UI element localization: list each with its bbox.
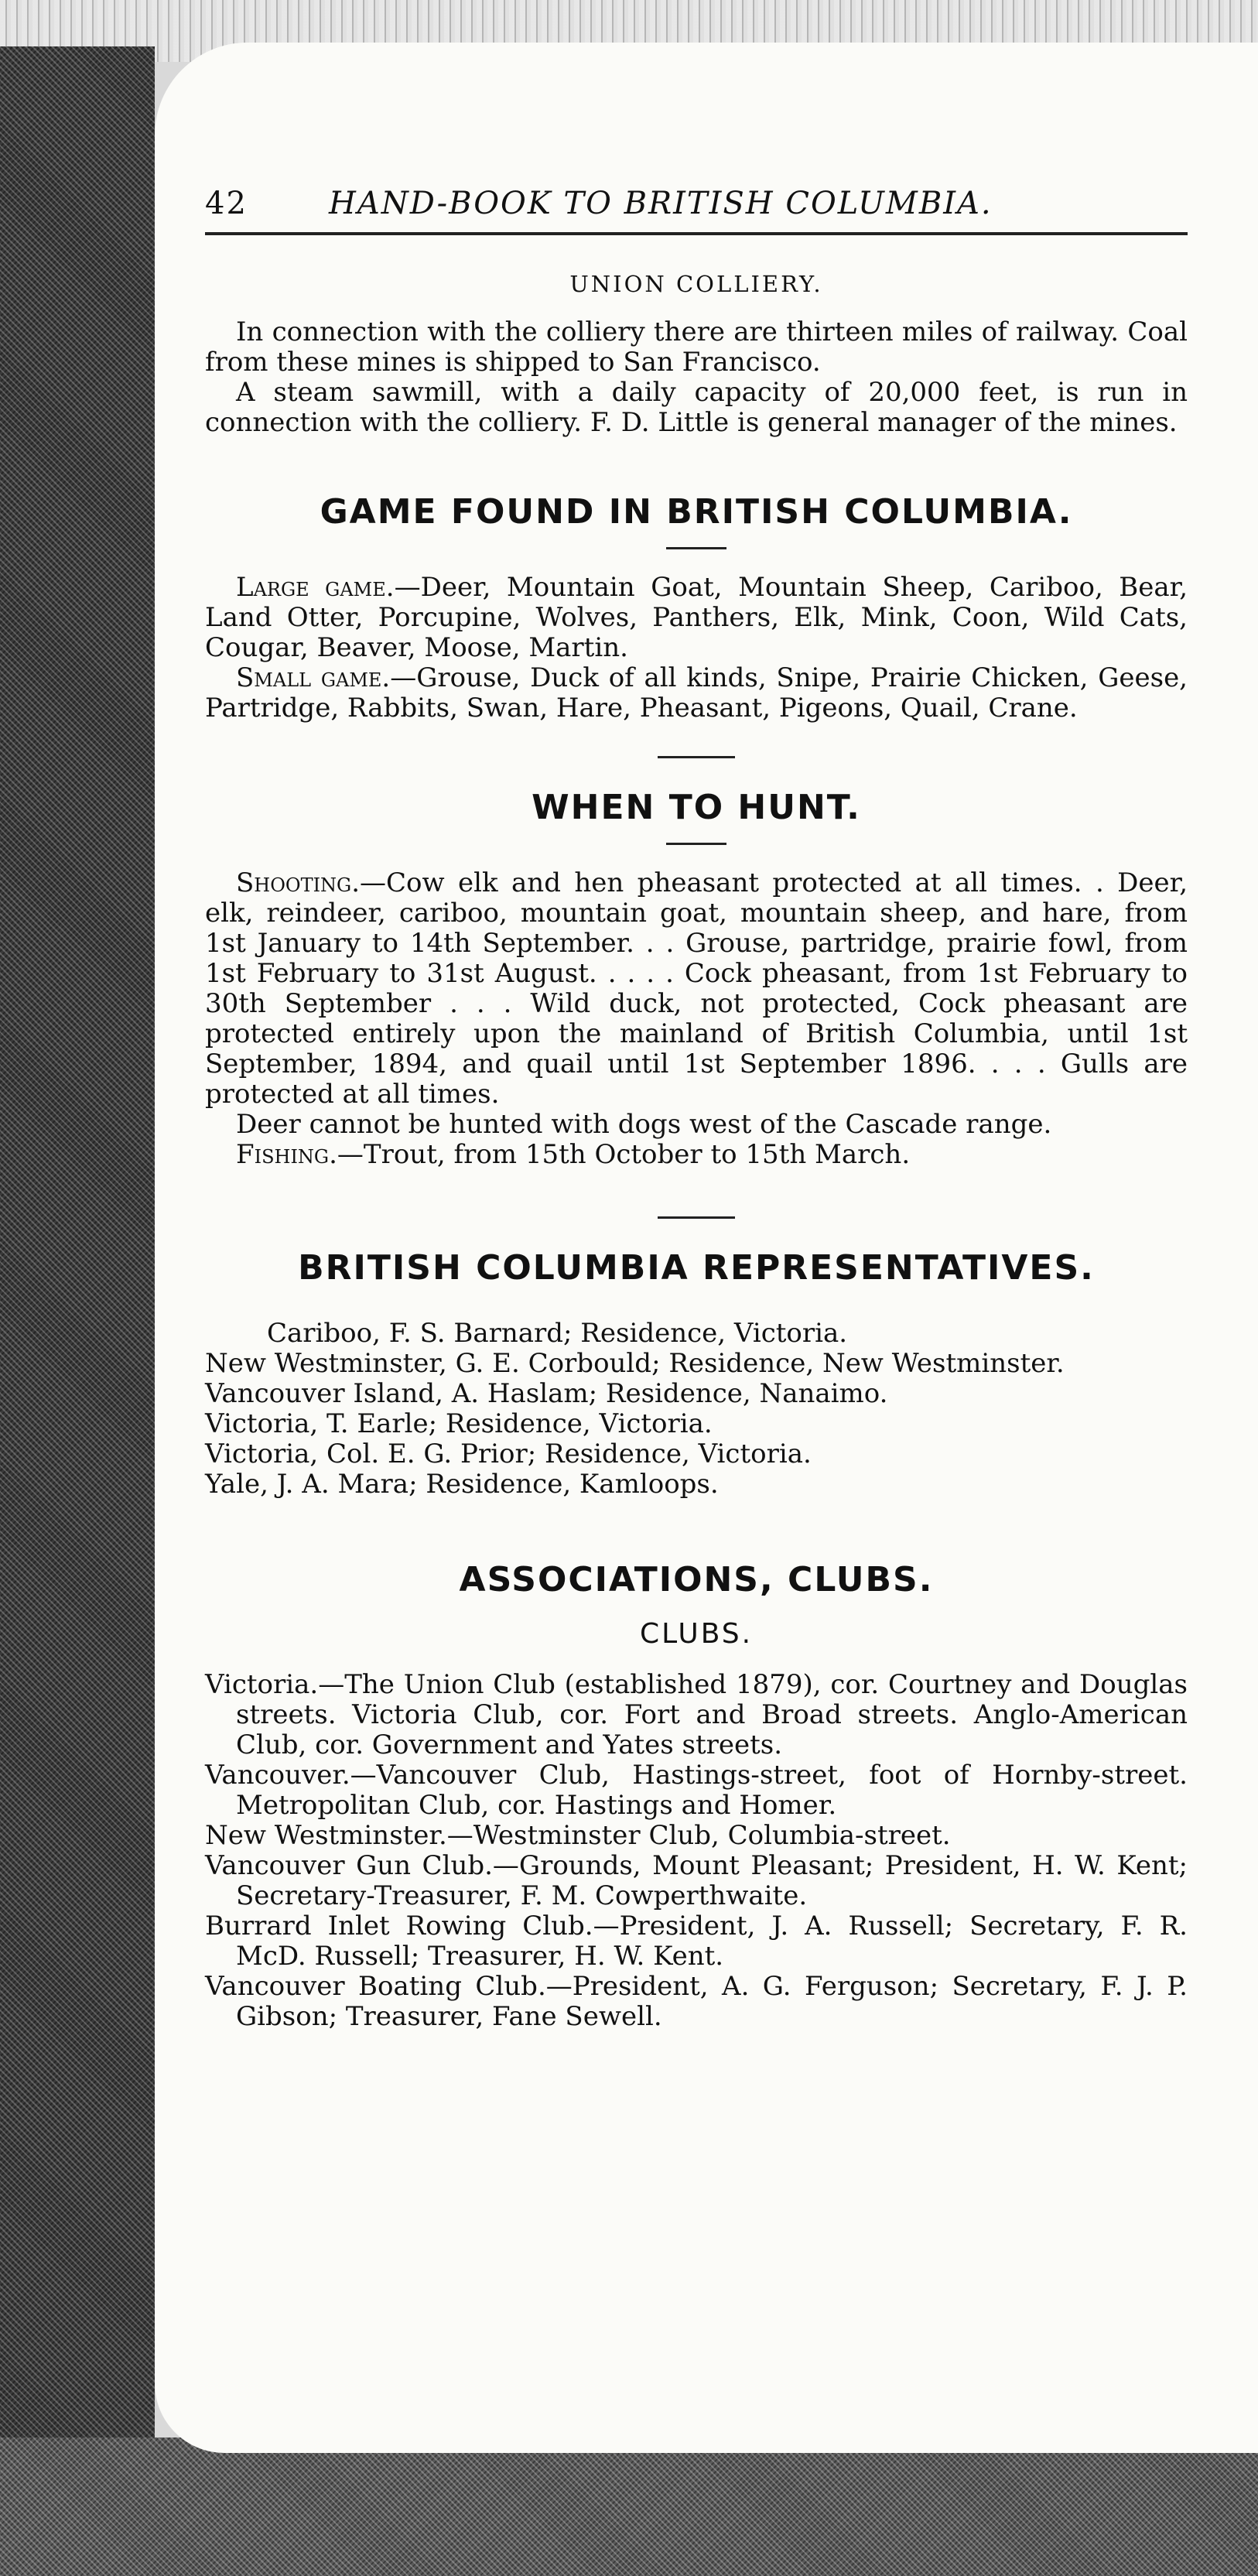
hunt-heading: WHEN TO HUNT.	[532, 788, 861, 827]
page-number: 42	[205, 186, 248, 221]
scan-edge-bottom	[0, 2437, 1258, 2576]
club-entry: New Westminster.—Westminster Club, Columbia-street.	[205, 1820, 951, 1851]
fishing-paragraph	[205, 1140, 1188, 1170]
representative-line: Vancouver Island, A. Haslam; Residence, Nanaimo.	[205, 1378, 888, 1409]
small-game-text: —Grouse, Duck of all kinds, Snipe, Prairie Chicken, Geese, Partridge, Rabbits, Swan, Hare, Pheasant, Pigeons, Quail, Crane.	[205, 662, 1188, 724]
club-entry: Vancouver.—Vancouver Club, Hastings-street, foot of Hornby-street. Metropolitan Club, cor. Hastings and Homer.	[205, 1760, 1188, 1821]
club-entry: Victoria.—The Union Club (established 1879), cor. Courtney and Douglas streets. Victoria Club, cor. Fort and Broad streets. Anglo-American Club, cor. Government and Yates streets.	[205, 1669, 1188, 1760]
representative-line: Victoria, Col. E. G. Prior; Residence, Victoria.	[205, 1439, 812, 1469]
fishing-text: —Trout, from 15th October to 15th March.	[337, 1139, 911, 1170]
divider	[666, 843, 726, 845]
shooting-label: Shooting.	[236, 867, 361, 898]
clubs-heading: CLUBS.	[639, 1618, 754, 1650]
running-header	[205, 186, 1188, 235]
associations-section	[205, 1560, 1188, 2032]
page-content	[205, 186, 1188, 2032]
book-title: HAND-BOOK TO BRITISH COLUMBIA.	[329, 186, 993, 221]
shooting-text: —Cow elk and hen pheasant protected at all times. . Deer, elk, reindeer, cariboo, mountain goat, mountain sheep, and hare, from 1st January to 14th September. . . Grouse, partridge, prairie fowl, from 1st February to 31st August. . . . . Cock pheasant, from 1st February to 30th September . . . Wild duck, not protected, Cock pheasant are protected entirely upon the mainland of British Columbia, until 1st September, 1894, and quail until 1st September 1896. . . . Gulls are protected at all times.	[205, 867, 1188, 1110]
club-entry: Burrard Inlet Rowing Club.—President, J. A. Russell; Secretary, F. R. McD. Russell; Treasurer, H. W. Kent.	[205, 1911, 1188, 1972]
small-game-paragraph	[205, 663, 1188, 724]
representative-line: Cariboo, F. S. Barnard; Residence, Victoria.	[267, 1318, 848, 1349]
representatives-heading: BRITISH COLUMBIA REPRESENTATIVES.	[298, 1248, 1095, 1288]
union-colliery-paragraph: A steam sawmill, with a daily capacity of 20,000 feet, is run in connection with the colliery. F. D. Little is general manager of the mines.	[205, 377, 1188, 438]
large-game-paragraph	[205, 573, 1188, 663]
representative-line: Yale, J. A. Mara; Residence, Kamloops.	[205, 1469, 719, 1500]
game-section	[205, 492, 1188, 724]
small-game-label: Small game.	[236, 662, 391, 693]
large-game-text: —Deer, Mountain Goat, Mountain Sheep, Cariboo, Bear, Land Otter, Porcupine, Wolves, Panthers, Elk, Mink, Coon, Wild Cats, Cougar, Beaver, Moose, Martin.	[205, 572, 1188, 663]
union-colliery-heading: UNION COLLIERY.	[569, 271, 823, 297]
union-colliery-section	[205, 271, 1188, 438]
divider	[658, 1216, 735, 1219]
representative-line: Victoria, T. Earle; Residence, Victoria.	[205, 1408, 713, 1439]
union-colliery-paragraph: In connection with the colliery there are thirteen miles of railway. Coal from these mines is shipped to San Francisco.	[205, 316, 1188, 378]
representative-line: New Westminster, G. E. Corbould; Residence, New Westminster.	[205, 1348, 1065, 1379]
club-entry: Vancouver Boating Club.—President, A. G. Ferguson; Secretary, F. J. P. Gibson; Treasurer, Fane Sewell.	[205, 1971, 1188, 2032]
large-game-label: Large game.	[236, 572, 395, 603]
associations-heading: ASSOCIATIONS, CLUBS.	[459, 1560, 934, 1599]
divider	[658, 756, 735, 758]
fishing-label: Fishing.	[236, 1139, 337, 1170]
book-spine-shadow	[0, 46, 155, 2576]
divider	[666, 547, 726, 549]
game-heading: GAME FOUND IN BRITISH COLUMBIA.	[320, 492, 1073, 532]
club-entry: Vancouver Gun Club.—Grounds, Mount Pleasant; President, H. W. Kent; Secretary-Treasurer, F. M. Cowperthwaite.	[205, 1850, 1188, 1911]
representatives-section	[205, 1248, 1188, 1500]
shooting-paragraph	[205, 868, 1188, 1110]
hunt-section	[205, 788, 1188, 1170]
deer-paragraph: Deer cannot be hunted with dogs west of the Cascade range.	[236, 1109, 1052, 1140]
